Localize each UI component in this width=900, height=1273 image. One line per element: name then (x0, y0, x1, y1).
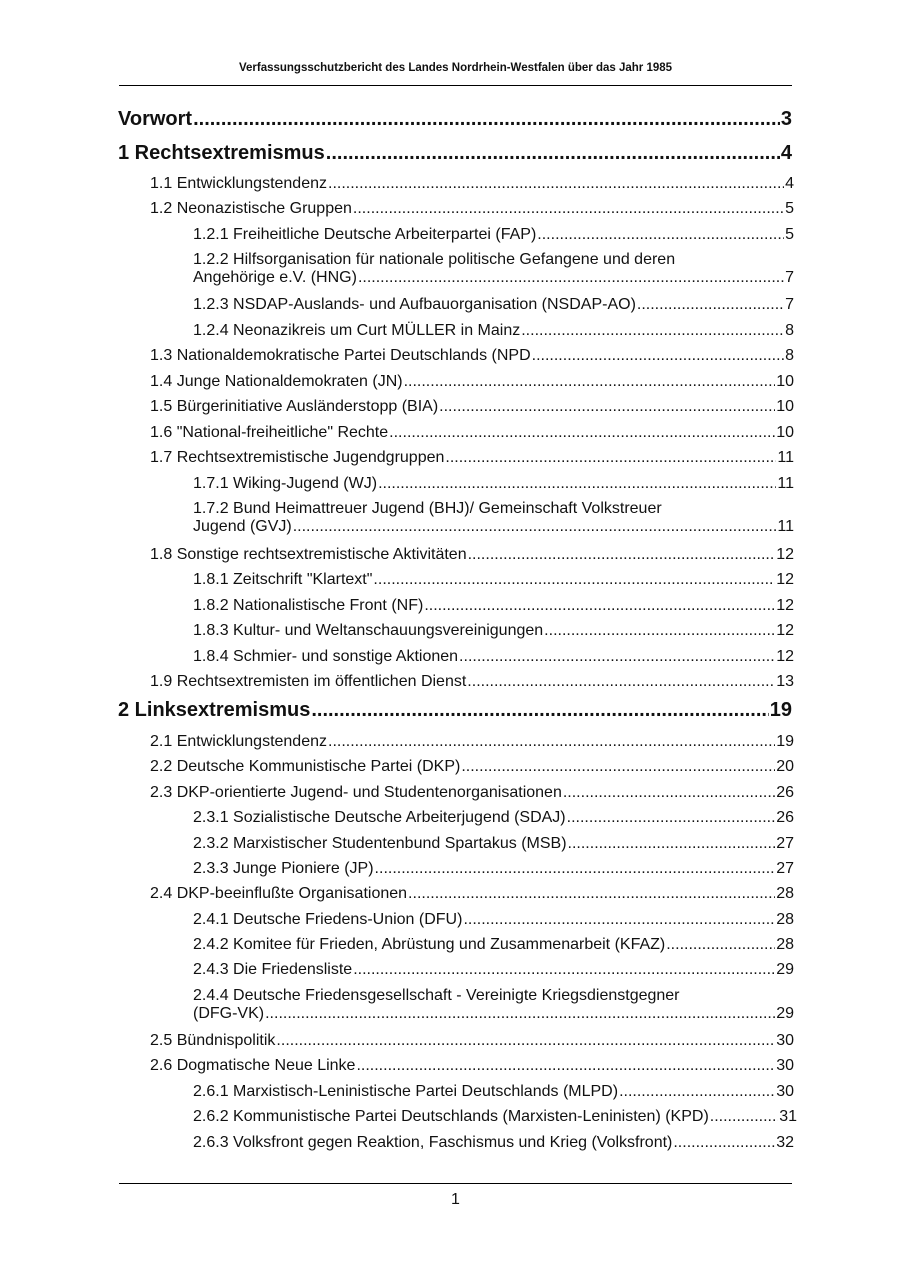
toc-entry-title: 2.3 DKP-orientierte Jugend- und Studentenorganisationen (150, 784, 562, 801)
toc-entry[interactable] (150, 347, 794, 365)
toc-entry-title: 1.2.3 NSDAP-Auslands- und Aufbauorganisation (NSDAP-AO) (193, 296, 636, 313)
toc-entry[interactable] (193, 475, 794, 493)
toc-entry-title: 2.4.3 Die Friedensliste (193, 961, 353, 978)
toc-entry[interactable] (150, 449, 794, 467)
toc-entry-title: 1.2.1 Freiheitliche Deutsche Arbeiterpartei (FAP) (193, 226, 537, 243)
toc-page-number: 30 (776, 1083, 794, 1100)
toc-entry-title: 2.6.1 Marxistisch-Leninistische Partei Deutschlands (MLPD) (193, 1083, 619, 1100)
dot-leader (373, 571, 775, 589)
toc-page-number: 12 (776, 571, 794, 588)
toc-entry-title: 2.6.3 Volksfront gegen Reaktion, Faschismus und Krieg (Volksfront) (193, 1134, 673, 1151)
dot-leader (326, 142, 780, 165)
toc-entry-title: 2.3.1 Sozialistische Deutsche Arbeiterjugend (SDAJ) (193, 809, 566, 826)
toc-page-number: 13 (776, 673, 794, 690)
toc-page-number: 19 (769, 699, 792, 721)
toc-entry[interactable] (193, 251, 794, 287)
dot-leader (276, 1032, 775, 1050)
toc-entry[interactable] (193, 1134, 794, 1152)
toc-entry[interactable] (193, 987, 794, 1023)
dot-leader (637, 296, 784, 314)
toc-entry-title: 1.8.1 Zeitschrift "Klartext" (193, 571, 373, 588)
toc-entry-title: 1.9 Rechtsextremisten im öffentlichen Dienst (150, 673, 467, 690)
toc-page-number: 32 (776, 1134, 794, 1151)
toc-entry[interactable] (193, 1108, 797, 1126)
toc-entry-title: Vorwort (118, 108, 193, 130)
toc-entry[interactable] (150, 200, 794, 218)
toc-entry[interactable] (150, 1032, 794, 1050)
toc-entry-title: 1.6 "National-freiheitliche" Rechte (150, 424, 389, 441)
toc-entry-title: 1.8 Sonstige rechtsextremistische Aktivitäten (150, 546, 467, 563)
toc-page-number: 26 (776, 809, 794, 826)
footer-rule (119, 1183, 792, 1184)
toc-entry[interactable] (150, 673, 794, 691)
toc-entry-title-continued: (DFG-VK) (193, 1005, 265, 1022)
toc-page-number: 10 (776, 424, 794, 441)
toc-page-number: 29 (776, 1005, 794, 1022)
dot-leader (353, 200, 784, 218)
toc-page-number: 30 (776, 1032, 794, 1049)
toc-entry[interactable] (193, 936, 794, 954)
dot-leader (467, 673, 775, 691)
toc-page-number: 11 (777, 449, 794, 466)
dot-leader (408, 885, 775, 903)
dot-leader (459, 648, 775, 666)
toc-page-number: 27 (776, 860, 794, 877)
toc-entry-title: 2.4.2 Komitee für Frieden, Abrüstung und Zusammenarbeit (KFAZ) (193, 936, 666, 953)
toc-entry-title: 1.5 Bürgerinitiative Ausländerstopp (BIA) (150, 398, 439, 415)
toc-page-number: 29 (776, 961, 794, 978)
toc-entry[interactable] (193, 648, 794, 666)
toc-page-number: 7 (785, 269, 794, 286)
toc-entry[interactable] (193, 809, 794, 827)
toc-page-number: 5 (785, 226, 794, 243)
toc-entry[interactable] (193, 1083, 794, 1101)
toc-page-number: 12 (776, 597, 794, 614)
dot-leader (445, 449, 776, 467)
toc-chapter[interactable] (118, 108, 792, 131)
toc-entry-title: 2.3.3 Junge Pioniere (JP) (193, 860, 374, 877)
toc-entry[interactable] (193, 835, 794, 853)
page-number: 1 (451, 1191, 460, 1208)
toc-chapter[interactable] (118, 699, 792, 722)
dot-leader (311, 699, 768, 722)
toc-page-number: 8 (785, 322, 794, 339)
toc-page-number: 12 (776, 648, 794, 665)
toc-page-number: 10 (776, 373, 794, 390)
toc-page-number: 5 (785, 200, 794, 217)
toc-entry[interactable] (150, 424, 794, 442)
toc-entry-title: 1.7.1 Wiking-Jugend (WJ) (193, 475, 378, 492)
toc-entry-title: 1.3 Nationaldemokratische Partei Deutschlands (NPD (150, 347, 531, 364)
dot-leader (356, 1057, 775, 1075)
toc-entry[interactable] (150, 398, 794, 416)
toc-page-number: 27 (776, 835, 794, 852)
toc-entry[interactable] (150, 885, 794, 903)
dot-leader (353, 961, 775, 979)
toc-entry-title: 1.8.3 Kultur- und Weltanschauungsvereinigungen (193, 622, 544, 639)
toc-page-number: 12 (776, 546, 794, 563)
dot-leader (193, 108, 780, 131)
toc-page-number: 11 (777, 475, 794, 492)
dot-leader (544, 622, 775, 640)
toc-page-number: 4 (780, 142, 792, 164)
toc-page-number: 28 (776, 911, 794, 928)
toc-entry-title: 2 Linksextremismus (118, 699, 311, 721)
toc-entry-title: 1.4 Junge Nationaldemokraten (JN) (150, 373, 403, 390)
dot-leader (666, 936, 775, 954)
toc-entry[interactable] (150, 784, 794, 802)
toc-entry-title: 2.1 Entwicklungstendenz (150, 733, 327, 750)
dot-leader (468, 546, 776, 564)
toc-chapter[interactable] (118, 142, 792, 165)
toc-page-number: 4 (785, 175, 794, 192)
toc-entry-title: 1.2 Neonazistische Gruppen (150, 200, 352, 217)
dot-leader (532, 347, 784, 365)
dot-leader (673, 1134, 775, 1152)
toc-entry-title: 2.5 Bündnispolitik (150, 1032, 276, 1049)
page-header: Verfassungsschutzbericht des Landes Nordrhein-Westfalen über das Jahr 1985 (238, 62, 673, 74)
dot-leader (461, 758, 775, 776)
header-rule (119, 85, 792, 86)
toc-page-number: 12 (776, 622, 794, 639)
toc-entry-title: 1 Rechtsextremismus (118, 142, 325, 164)
toc-page-number: 20 (776, 758, 794, 775)
toc-entry-title: 2.6.2 Kommunistische Partei Deutschlands (Marxisten-Leninisten) (KPD) (193, 1108, 709, 1125)
toc-entry-title: 1.7.2 Bund Heimattreuer Jugend (BHJ)/ Gemeinschaft Volkstreuer (193, 500, 662, 517)
dot-leader (568, 835, 776, 853)
dot-leader (265, 1005, 775, 1023)
toc-page-number: 7 (785, 296, 794, 313)
dot-leader (537, 226, 784, 244)
toc-entry[interactable] (193, 597, 794, 615)
dot-leader (293, 518, 777, 536)
toc-entry-title: 2.2 Deutsche Kommunistische Partei (DKP) (150, 758, 461, 775)
dot-leader (424, 597, 775, 615)
toc-page-number: 11 (777, 518, 794, 535)
toc-entry[interactable] (193, 322, 794, 340)
toc-entry[interactable] (193, 911, 794, 929)
dot-leader (328, 175, 784, 193)
toc-entry[interactable] (193, 226, 794, 244)
dot-leader (521, 322, 784, 340)
dot-leader (375, 860, 776, 878)
toc-entry-title: 1.7 Rechtsextremistische Jugendgruppen (150, 449, 445, 466)
toc-entry-title: 2.6 Dogmatische Neue Linke (150, 1057, 356, 1074)
dot-leader (567, 809, 776, 827)
toc-entry-title: 2.4 DKP-beeinflußte Organisationen (150, 885, 408, 902)
toc-entry-title-continued: Angehörige e.V. (HNG) (193, 269, 357, 286)
toc-entry-title: 1.8.2 Nationalistische Front (NF) (193, 597, 424, 614)
toc-entry[interactable] (193, 860, 794, 878)
toc-entry-title: 1.8.4 Schmier- und sonstige Aktionen (193, 648, 459, 665)
toc-entry[interactable] (150, 175, 794, 193)
toc-page-number: 19 (776, 733, 794, 750)
dot-leader (404, 373, 776, 391)
dot-leader (389, 424, 775, 442)
toc-entry[interactable] (150, 546, 794, 564)
dot-leader (439, 398, 775, 416)
toc-entry-title: 1.2.4 Neonazikreis um Curt MÜLLER in Mainz (193, 322, 521, 339)
dot-leader (619, 1083, 775, 1101)
toc-page-number: 28 (776, 936, 794, 953)
toc-page-number: 3 (780, 108, 792, 130)
dot-leader (328, 733, 775, 751)
toc-entry-title: 2.4.4 Deutsche Friedensgesellschaft - Vereinigte Kriegsdienstgegner (193, 987, 680, 1004)
toc-entry[interactable] (193, 500, 794, 536)
toc-entry[interactable] (150, 373, 794, 391)
toc-entry-title: 1.2.2 Hilfsorganisation für nationale politische Gefangene und deren (193, 251, 676, 268)
dot-leader (378, 475, 776, 493)
toc-page-number: 10 (776, 398, 794, 415)
dot-leader (563, 784, 775, 802)
toc-page-number: 30 (776, 1057, 794, 1074)
toc-entry[interactable] (150, 1057, 794, 1075)
toc-entry[interactable] (193, 622, 794, 640)
toc-entry[interactable] (193, 296, 794, 314)
dot-leader (463, 911, 775, 929)
toc-page-number: 8 (785, 347, 794, 364)
toc-entry-title: 2.3.2 Marxistischer Studentenbund Spartakus (MSB) (193, 835, 567, 852)
dot-leader (358, 269, 784, 287)
toc-page-number: 28 (776, 885, 794, 902)
toc-entry[interactable] (193, 961, 794, 979)
toc-entry[interactable] (150, 733, 794, 751)
dot-leader (710, 1108, 778, 1126)
toc-entry-title-continued: Jugend (GVJ) (193, 518, 292, 535)
toc-entry[interactable] (150, 758, 794, 776)
toc-entry[interactable] (193, 571, 794, 589)
toc-page-number: 31 (779, 1108, 797, 1125)
toc-page-number: 26 (776, 784, 794, 801)
toc-entry-title: 2.4.1 Deutsche Friedens-Union (DFU) (193, 911, 463, 928)
toc-entry-title: 1.1 Entwicklungstendenz (150, 175, 327, 192)
